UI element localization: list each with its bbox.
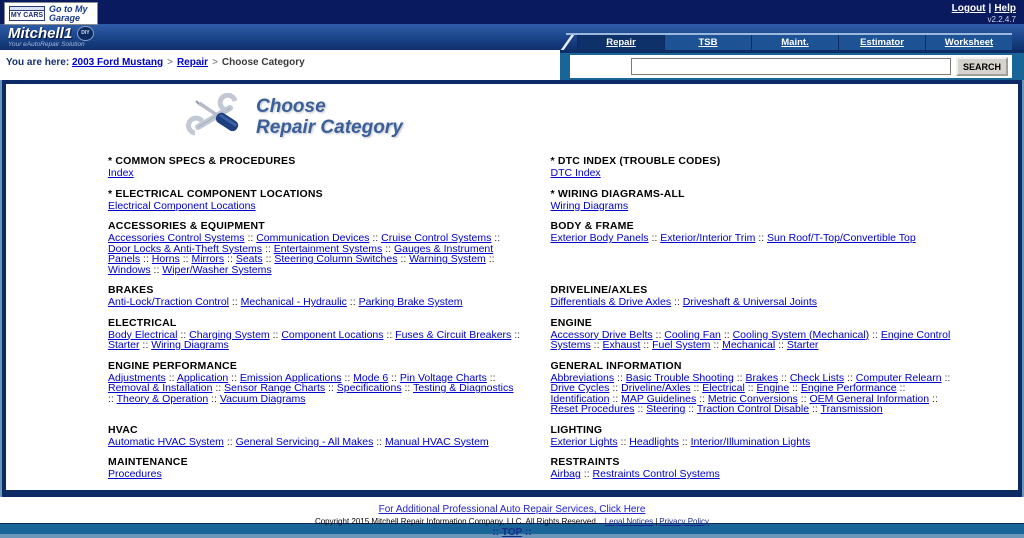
category-title: LIGHTING	[550, 423, 603, 436]
link-separator: ::	[941, 371, 951, 384]
category-link[interactable]: Procedures	[108, 468, 162, 480]
category-title: ELECTRICAL	[108, 316, 177, 329]
category-link[interactable]: Automatic HVAC System	[108, 435, 224, 448]
breadcrumb-current: Choose Category	[221, 57, 305, 68]
link-separator: ::	[165, 371, 177, 384]
category-link[interactable]: Differentials & Drive Axles	[550, 296, 672, 308]
category-link[interactable]: Traction Control Disable	[696, 403, 810, 415]
category-link[interactable]: Anti-Lock/Traction Control	[108, 296, 229, 308]
category-link[interactable]: Identification	[550, 392, 610, 405]
category-link[interactable]: Interior/Illumination Lights	[690, 435, 811, 448]
link-separator: ::	[744, 382, 757, 394]
category-links	[108, 469, 521, 480]
breadcrumb-link[interactable]: Repair	[176, 57, 209, 68]
link-separator: ::	[648, 232, 661, 244]
category-links	[108, 201, 521, 212]
category-link[interactable]: Fuel System	[652, 339, 711, 351]
my-cars-plate-icon	[9, 6, 45, 21]
category-section	[551, 489, 964, 498]
category-link[interactable]: Computer Relearn	[855, 371, 942, 384]
tab-worksheet[interactable]: Worksheet	[925, 35, 1012, 50]
link-separator: ::	[397, 253, 410, 265]
footer	[0, 497, 1024, 538]
category-link[interactable]: Electrical	[702, 382, 745, 394]
category-section	[108, 489, 521, 498]
category-link[interactable]: Driveshaft & Universal Joints	[682, 296, 817, 308]
link-separator: ::	[690, 382, 703, 394]
category-title: SUSPENSION	[550, 488, 622, 497]
link-separator: ::	[150, 263, 163, 276]
link-separator: ::	[228, 371, 240, 384]
category-links	[551, 168, 964, 179]
category-section	[551, 317, 964, 351]
category-link[interactable]: Starter	[786, 339, 819, 351]
copyright-text: Copyright 2015 Mitchell Repair Information Company, LLC. All Rights Reserved.	[314, 517, 599, 526]
link-separator: ::	[640, 339, 653, 351]
category-link[interactable]: Steering	[646, 403, 686, 415]
category-link[interactable]: Warning System	[409, 253, 486, 265]
link-separator: ::	[797, 392, 810, 405]
category-title: STEERING	[108, 488, 164, 497]
link-separator: ::	[177, 328, 190, 341]
category-link[interactable]: Horns	[151, 253, 180, 265]
category-link[interactable]: Emission Applications	[239, 371, 342, 384]
category-link[interactable]: Sensor Range Charts	[224, 382, 326, 394]
logout-link[interactable]: Logout	[951, 3, 986, 14]
link-separator: ::	[373, 435, 385, 448]
category-section	[551, 155, 964, 179]
category-section	[108, 188, 521, 212]
link-separator: ::	[140, 253, 152, 265]
category-section	[108, 424, 521, 448]
nav-tabs	[566, 33, 1012, 50]
link-separator: ::	[486, 371, 496, 384]
category-link[interactable]: General Servicing - All Makes	[235, 435, 374, 448]
link-separator: ::	[224, 253, 236, 265]
tools-icon	[186, 93, 244, 139]
category-link[interactable]: Component Locations	[281, 328, 384, 341]
category-link[interactable]: Pin Voltage Charts	[399, 371, 487, 384]
brand-bar	[0, 24, 1024, 50]
category-link[interactable]: Transmission	[820, 403, 883, 415]
category-link[interactable]: Driveline/Axles	[621, 382, 691, 394]
category-link[interactable]: Wiring Diagrams	[550, 199, 629, 212]
category-link[interactable]: Door Locks & Anti-Theft Systems	[108, 242, 263, 255]
category-link[interactable]: Application	[176, 371, 229, 384]
link-separator: ::	[678, 435, 691, 448]
link-separator: ::	[382, 242, 394, 255]
additional-services-link[interactable]: For Additional Professional Auto Repair Services, Click Here	[378, 504, 646, 515]
mitchell1-logo	[0, 24, 94, 49]
link-separator: ::	[108, 392, 117, 405]
category-links	[551, 330, 964, 351]
category-grid	[6, 147, 1018, 497]
link-separator: ::	[609, 382, 622, 394]
category-link[interactable]: Removal & Installation	[108, 382, 213, 394]
page-header	[186, 93, 1018, 145]
breadcrumb-link[interactable]: 2003 Ford Mustang	[71, 57, 164, 68]
category-link[interactable]: Brakes	[745, 371, 779, 384]
link-separator: ::	[652, 328, 665, 341]
category-link[interactable]: Accessories Control Systems	[108, 232, 245, 244]
category-link[interactable]: Exterior Body Panels	[550, 232, 649, 244]
link-separator: ::	[844, 371, 856, 384]
category-link[interactable]: Mechanical	[722, 339, 776, 351]
category-links	[551, 437, 964, 448]
category-link[interactable]: Wiring Diagrams	[151, 339, 229, 351]
legal-notices-link[interactable]: Legal Notices	[604, 517, 654, 526]
link-separator: ::	[244, 232, 257, 244]
category-links	[108, 233, 521, 275]
link-separator: ::	[511, 328, 521, 341]
link-separator: ::	[485, 253, 495, 265]
category-link[interactable]: Entertainment Systems	[273, 242, 383, 255]
link-separator: ::	[369, 232, 382, 244]
category-link[interactable]: Basic Trouble Shooting	[625, 371, 734, 384]
category-link[interactable]: Engine Performance	[800, 382, 897, 394]
link-separator: ::	[580, 468, 593, 480]
link-separator: ::	[929, 392, 938, 405]
main-content	[2, 80, 1022, 497]
breadcrumb-prefix: You are here:	[6, 57, 72, 68]
go-to-my-garage-button[interactable]	[4, 2, 98, 25]
link-separator: ::	[869, 328, 881, 341]
category-title: ENGINE	[550, 316, 592, 329]
link-separator: ::	[755, 232, 768, 244]
category-link[interactable]: Windows	[108, 263, 151, 276]
link-separator: ::	[229, 296, 241, 308]
breadcrumb-row	[0, 50, 1024, 80]
category-link[interactable]: Exterior/Interior Trim	[660, 232, 756, 244]
link-separator: ::	[491, 232, 501, 244]
category-link[interactable]: Adjustments	[108, 371, 166, 384]
link-separator: ::	[809, 403, 821, 415]
category-title: BODY & FRAME	[550, 220, 634, 232]
link-separator: ::	[671, 296, 683, 308]
brand-name: Mitchell1	[8, 25, 73, 42]
link-separator: ::	[685, 403, 697, 415]
link-separator: ::	[778, 371, 790, 384]
category-link[interactable]: Cruise Control Systems	[381, 232, 492, 244]
breadcrumb-separator: >	[212, 57, 218, 68]
category-link[interactable]: Headlights	[629, 435, 679, 448]
category-title: MAINTENANCE	[108, 456, 188, 468]
category-title: * DTC INDEX (TROUBLE CODES)	[550, 155, 721, 167]
category-link[interactable]: Electrical Component Locations	[108, 199, 256, 212]
link-separator: ::	[383, 328, 396, 341]
category-link[interactable]: Starter	[108, 339, 140, 351]
breadcrumb-separator: >	[167, 57, 173, 68]
link-separator: ::	[775, 339, 787, 351]
category-section	[108, 360, 521, 415]
category-link[interactable]: Check Lists	[789, 371, 845, 384]
top-link[interactable]: :: TOP ::	[492, 527, 532, 538]
category-title: * ELECTRICAL COMPONENT LOCATIONS	[108, 187, 323, 200]
category-links	[108, 330, 521, 351]
category-link[interactable]: Exhaust	[602, 339, 641, 351]
category-link[interactable]: Exterior Lights	[550, 435, 618, 448]
category-title: HVAC	[108, 423, 138, 436]
category-link[interactable]: Index	[108, 167, 134, 179]
category-link[interactable]: Restraints Control Systems	[592, 468, 720, 480]
search-panel	[570, 55, 1012, 78]
category-link[interactable]: Fuses & Circuit Breakers	[395, 328, 512, 341]
category-link[interactable]: Engine Control Systems	[550, 328, 951, 351]
category-link[interactable]: Manual HVAC System	[385, 435, 489, 448]
category-links	[108, 168, 521, 179]
page-title	[256, 93, 403, 145]
category-link[interactable]: Cooling Fan	[664, 328, 721, 341]
category-link[interactable]: Charging System	[189, 328, 270, 341]
link-separator: ::	[609, 392, 622, 405]
link-separator: ::	[269, 328, 282, 341]
tab-maint[interactable]: Maint.	[751, 35, 838, 50]
category-links	[108, 297, 521, 308]
category-title: * WIRING DIAGRAMS-ALL	[550, 187, 685, 200]
category-link[interactable]: Mode 6	[353, 371, 389, 384]
page-title-line2: Repair Category	[256, 117, 403, 138]
category-title: RESTRAINTS	[550, 456, 620, 468]
link-separator: ::	[262, 253, 275, 265]
category-title: ACCESSORIES & EQUIPMENT	[108, 220, 265, 232]
diy-badge-icon: DIY	[77, 26, 93, 41]
link-separator: ::	[590, 339, 603, 351]
page-title-line1: Choose	[256, 96, 326, 117]
link-separator: ::	[388, 371, 400, 384]
category-link[interactable]: Accessory Drive Belts	[550, 328, 653, 341]
category-link[interactable]: Communication Devices	[256, 232, 370, 244]
category-section	[551, 424, 964, 448]
link-separator: ::	[341, 371, 354, 384]
category-link[interactable]: Testing & Diagnostics	[413, 382, 514, 394]
category-title: ENGINE PERFORMANCE	[108, 359, 238, 372]
breadcrumb	[0, 50, 305, 80]
category-link[interactable]: Reset Procedures	[550, 403, 635, 415]
plate-label: MY CARS	[10, 12, 44, 19]
category-links	[551, 469, 964, 480]
category-section	[551, 456, 964, 480]
garage-button-label: Go to My Garage	[49, 3, 88, 23]
link-separator: ::	[634, 403, 647, 415]
category-link[interactable]: Vacuum Diagrams	[219, 392, 306, 405]
category-title: GENERAL INFORMATION	[550, 359, 682, 372]
category-links	[551, 201, 964, 212]
search-button[interactable]: SEARCH	[956, 57, 1008, 76]
link-separator: ::	[789, 382, 801, 394]
link-separator: ::	[208, 392, 220, 405]
category-link[interactable]: Abbreviations	[550, 371, 615, 384]
category-section	[108, 155, 521, 179]
link-separator: ::	[896, 382, 906, 394]
category-link[interactable]: MAP Guidelines	[621, 392, 697, 405]
footer-pipe: |	[655, 517, 658, 526]
link-separator: ::	[617, 435, 630, 448]
category-links	[551, 373, 964, 415]
category-section	[551, 284, 964, 308]
category-link[interactable]: Engine	[756, 382, 790, 394]
search-input[interactable]	[631, 58, 951, 75]
link-separator: |	[988, 3, 992, 14]
link-separator: ::	[401, 382, 414, 394]
category-link[interactable]: DTC Index	[550, 167, 601, 179]
privacy-policy-link[interactable]: Privacy Policy	[659, 517, 710, 526]
category-link[interactable]: Metric Conversions	[707, 392, 798, 405]
category-section	[551, 360, 964, 415]
category-title: BRAKES	[108, 284, 154, 296]
category-title: DRIVELINE/AXLES	[550, 284, 648, 296]
category-link[interactable]: Mirrors	[191, 253, 225, 265]
category-link[interactable]: OEM General Information	[809, 392, 930, 405]
search-zone	[560, 50, 1024, 80]
category-link[interactable]: Sun Roof/T-Top/Convertible Top	[767, 232, 916, 244]
top-utility-bar	[0, 0, 1024, 24]
category-link[interactable]: Body Electrical	[108, 328, 178, 341]
link-separator: ::	[696, 392, 708, 405]
link-separator: ::	[346, 296, 359, 308]
category-section	[108, 220, 521, 275]
help-link[interactable]: Help	[994, 3, 1016, 14]
category-link[interactable]: Wiper/Washer Systems	[162, 263, 272, 276]
category-link[interactable]: Gauges & Instrument Panels	[108, 242, 494, 265]
category-link[interactable]: Airbag	[550, 468, 581, 480]
link-separator: ::	[223, 435, 236, 448]
link-separator: ::	[710, 339, 723, 351]
category-link[interactable]: Specifications	[336, 382, 402, 394]
category-section	[108, 284, 521, 308]
category-title: * COMMON SPECS & PROCEDURES	[108, 155, 296, 167]
category-links	[551, 297, 964, 308]
link-separator: ::	[179, 253, 192, 265]
tab-estimator[interactable]: Estimator	[838, 35, 925, 50]
link-separator: ::	[139, 339, 152, 351]
category-links	[551, 233, 964, 244]
link-separator: ::	[325, 382, 337, 394]
category-links	[108, 437, 521, 448]
top-right-links	[952, 0, 1016, 24]
category-link[interactable]: Mechanical - Hydraulic	[240, 296, 347, 308]
category-section	[108, 317, 521, 351]
link-separator: ::	[262, 242, 274, 255]
category-links	[108, 373, 521, 405]
link-separator: ::	[733, 371, 746, 384]
category-link[interactable]: Steering Column Switches	[274, 253, 398, 265]
brand-tagline: Your eAutoRepair Solution	[8, 41, 85, 48]
category-link[interactable]: Parking Brake System	[358, 296, 463, 308]
link-separator: ::	[614, 371, 626, 384]
version-label: v2.2.4.7	[987, 15, 1016, 24]
category-link[interactable]: Drive Cycles	[550, 382, 610, 394]
category-section	[108, 456, 521, 480]
category-section	[551, 220, 964, 275]
tab-repair[interactable]: Repair	[577, 35, 664, 50]
category-link[interactable]: Theory & Operation	[116, 392, 209, 405]
tab-tsb[interactable]: TSB	[664, 35, 751, 50]
link-separator: ::	[212, 382, 225, 394]
link-separator: ::	[720, 328, 733, 341]
category-link[interactable]: Seats	[235, 253, 263, 265]
category-section	[551, 188, 964, 212]
category-link[interactable]: Cooling System (Mechanical)	[732, 328, 870, 341]
